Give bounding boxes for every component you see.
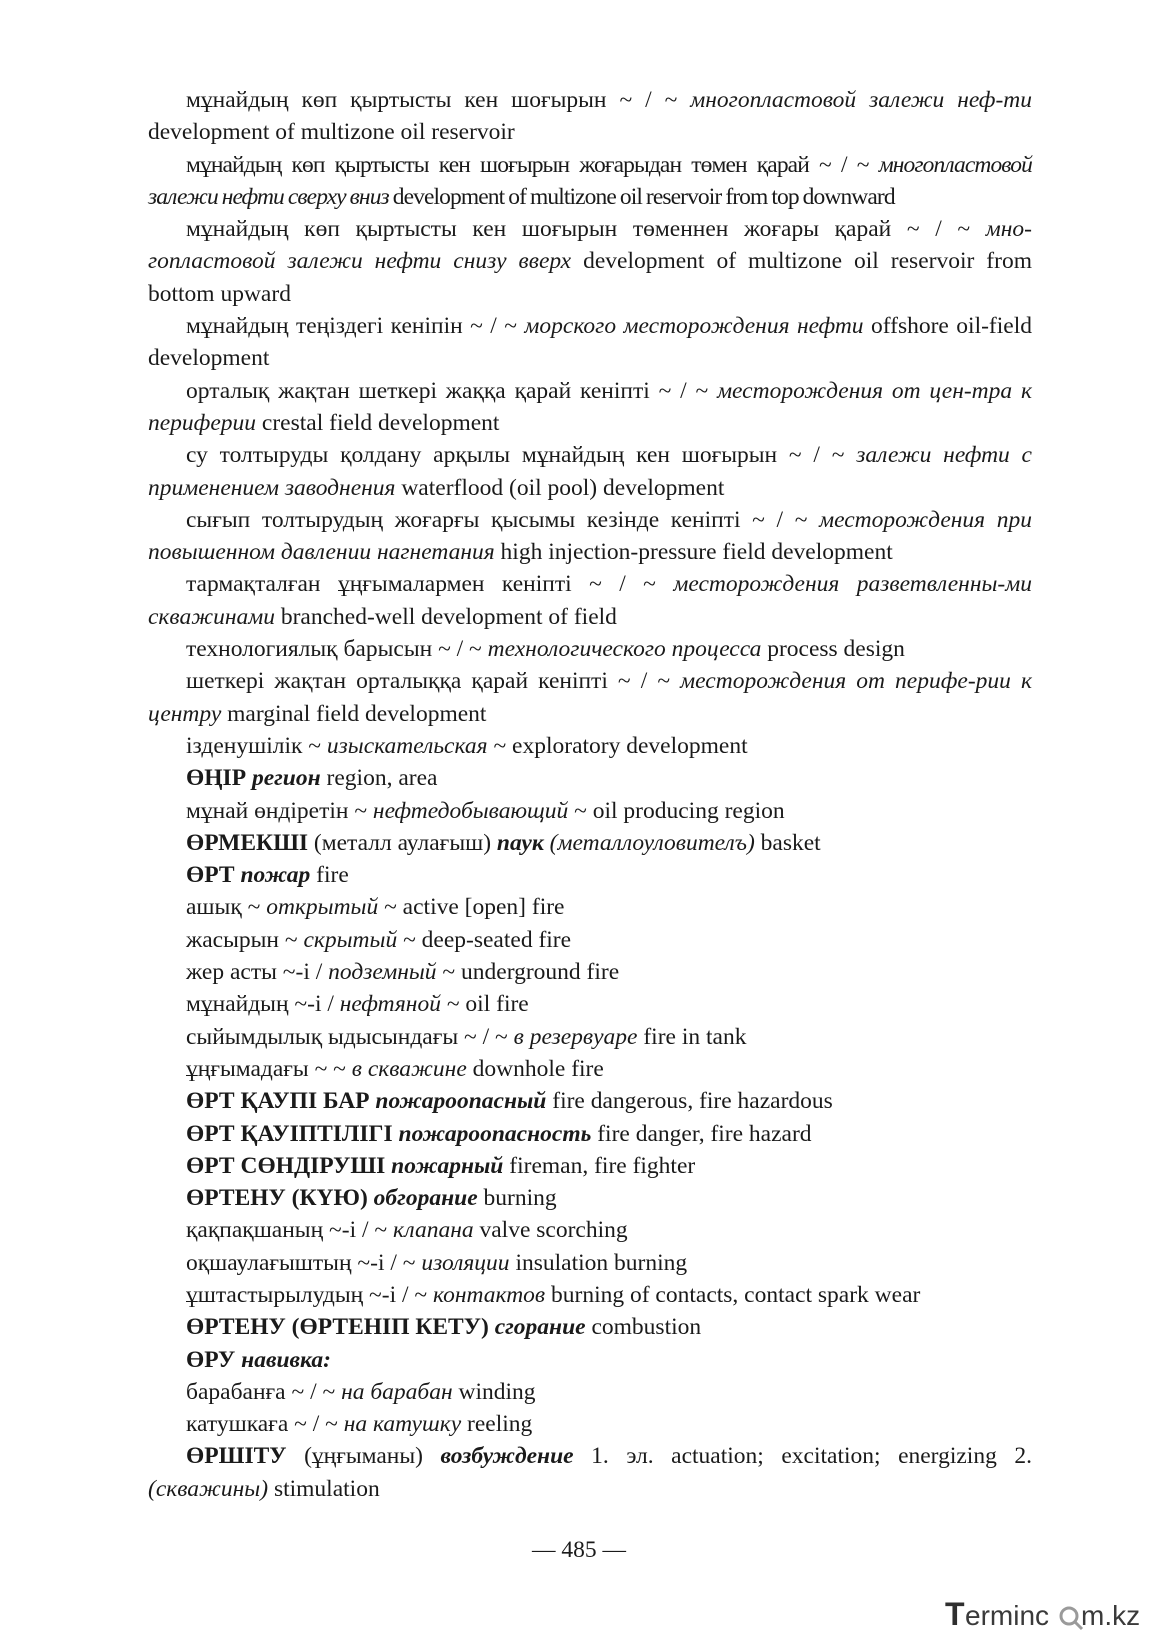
dictionary-entry bbox=[148, 988, 1032, 1020]
entry-russian-term: морского месторождения нефти bbox=[524, 313, 864, 340]
entry-text: fire bbox=[310, 862, 349, 889]
entry-text: region, area bbox=[320, 765, 438, 792]
entry-text: ұштастырылудың ~-і / ~ bbox=[186, 1281, 433, 1308]
dictionary-entry bbox=[148, 1408, 1032, 1440]
entry-text: тармақталған ұңғымалармен кеніпті ~ / ~ bbox=[186, 571, 674, 598]
entry-russian-term: мно-гопластовой залежи нефти снизу вверх bbox=[148, 216, 1032, 275]
dictionary-entry bbox=[148, 1279, 1032, 1311]
dictionary-entry bbox=[148, 1214, 1032, 1246]
entry-headword: ӨРТ bbox=[186, 862, 241, 889]
entry-russian-headword: пожароопасный bbox=[375, 1088, 547, 1115]
entry-text: offshore oil-field development bbox=[148, 313, 1033, 372]
entry-russian-term: месторождения при повышенном давлении нагнетания bbox=[148, 506, 1032, 566]
entry-russian-term: месторождения от цен-тра к периферии bbox=[148, 377, 1032, 436]
entry-text: fireman, fire fighter bbox=[503, 1152, 696, 1179]
entry-text: ~ underground fire bbox=[436, 959, 620, 986]
dictionary-entry bbox=[148, 859, 1032, 891]
entry-russian-term: контактов bbox=[433, 1281, 546, 1308]
entry-russian-headword: пожар bbox=[240, 862, 311, 889]
dictionary-entry bbox=[148, 827, 1032, 859]
entry-russian-term: изыскательская bbox=[326, 732, 488, 759]
dictionary-entry bbox=[148, 730, 1032, 762]
entry-russian-headword: обгорание bbox=[373, 1185, 478, 1212]
entry-headword: ӨҢІР bbox=[186, 765, 252, 792]
dictionary-entry bbox=[148, 84, 1032, 149]
entry-text: stimulation bbox=[268, 1475, 380, 1502]
dictionary-entry bbox=[148, 1247, 1032, 1279]
entry-text: process design bbox=[761, 636, 905, 663]
entry-text: (металл аулағыш) bbox=[308, 829, 497, 856]
entry-headword: ӨРТ ҚАУПІ БАР bbox=[186, 1088, 376, 1115]
dictionary-entry bbox=[148, 795, 1032, 827]
entry-text: marginal field development bbox=[221, 700, 487, 727]
entry-headword: ӨРТЕНУ (КҮЮ) bbox=[186, 1185, 374, 1212]
entry-text: катушкаға ~ / ~ bbox=[186, 1411, 344, 1438]
entry-text: valve scorching bbox=[473, 1217, 628, 1244]
dictionary-entry bbox=[148, 504, 1032, 569]
entry-text: burning bbox=[477, 1185, 557, 1212]
dictionary-entry bbox=[148, 1118, 1032, 1150]
dictionary-entry bbox=[148, 568, 1032, 633]
entry-text: қақпақшаның ~-і / ~ bbox=[186, 1217, 393, 1244]
svg-text:erminc: erminc bbox=[965, 1600, 1050, 1631]
dictionary-entry bbox=[148, 149, 1032, 214]
entry-text: сығып толтырудың жоғарғы қысымы кезінде кеніпті ~ / ~ bbox=[186, 506, 820, 533]
entry-text: high injection-pressure field development bbox=[494, 539, 893, 566]
entry-text: су толтыруды қолдану арқылы мұнайдың кен шоғырын ~ / ~ bbox=[186, 442, 857, 469]
entry-headword: ӨРШІТУ bbox=[186, 1443, 287, 1470]
entry-text: мұнайдың көп қыртысты кен шоғырын жоғарыдан төмен қарай ~ / ~ bbox=[186, 151, 879, 178]
entry-russian-term: в скважине bbox=[351, 1055, 467, 1082]
entry-text: crestal field development bbox=[256, 409, 500, 436]
entry-russian-headword: регион bbox=[251, 765, 321, 792]
entry-text: мұнайдың ~-і / bbox=[186, 991, 340, 1018]
dictionary-entry bbox=[148, 633, 1032, 665]
entry-text: мұнайдың теңіздегі кеніпін ~ / ~ bbox=[186, 313, 525, 340]
entry-text: winding bbox=[452, 1378, 536, 1405]
termincom-logo[interactable] bbox=[945, 1598, 1155, 1630]
entry-headword: ӨРТЕНУ (ӨРТЕНІП КЕТУ) bbox=[186, 1314, 495, 1341]
entry-text: технологиялық барысын ~ / ~ bbox=[186, 636, 488, 663]
entry-russian-term: клапана bbox=[392, 1217, 474, 1244]
dictionary-entry bbox=[148, 439, 1032, 504]
dictionary-entry bbox=[148, 762, 1032, 794]
dictionary-entry bbox=[148, 956, 1032, 988]
entry-russian-term: (скважины) bbox=[148, 1475, 269, 1502]
svg-text:T: T bbox=[945, 1598, 965, 1632]
dictionary-entry bbox=[148, 891, 1032, 923]
entry-text: basket bbox=[754, 829, 821, 856]
entry-text: жер асты ~-і / bbox=[186, 959, 329, 986]
entry-text: waterflood (oil pool) development bbox=[395, 474, 725, 501]
entry-text: 1. эл. actuation; excitation; energizing 2. bbox=[573, 1443, 1032, 1470]
entry-text: development of multizone oil reservoir bbox=[148, 119, 515, 146]
entry-text: шеткері жақтан орталыққа қарай кеніпті ~ / ~ bbox=[186, 668, 681, 695]
entry-text: burning of contacts, contact spark wear bbox=[545, 1281, 921, 1308]
entry-russian-term: месторождения разветвленны-ми скважинами bbox=[148, 571, 1032, 630]
entry-text: оқшаулағыштың ~-і / ~ bbox=[186, 1249, 422, 1276]
entry-text: ~ exploratory development bbox=[487, 732, 748, 759]
entry-russian-headword: навивка: bbox=[241, 1346, 331, 1373]
entry-text: орталық жақтан шеткері жаққа қарай кеніпті ~ / ~ bbox=[186, 377, 718, 404]
entry-russian-term: залежи нефти с применением заводнения bbox=[148, 442, 1032, 501]
entry-russian-headword: возбуждение bbox=[440, 1443, 574, 1470]
dictionary-entry bbox=[148, 1021, 1032, 1053]
dictionary-entry bbox=[148, 1376, 1032, 1408]
entry-russian-term: подземный bbox=[328, 959, 437, 986]
entry-headword: ӨРТ СӨНДІРУШІ bbox=[186, 1152, 392, 1179]
entry-russian-term: технологического процесса bbox=[487, 636, 762, 663]
entry-text: fire dangerous, fire hazardous bbox=[546, 1088, 833, 1115]
entry-text: барабанға ~ / ~ bbox=[186, 1378, 342, 1405]
entry-text: ізденушілік ~ bbox=[186, 732, 327, 759]
entry-headword: ӨРУ bbox=[186, 1346, 242, 1373]
entry-list bbox=[148, 84, 1032, 1505]
entry-text: мұнайдың көп қыртысты кен шоғырын ~ / ~ bbox=[186, 87, 691, 113]
entry-russian-term: в резервуаре bbox=[513, 1023, 638, 1050]
entry-russian-term: многопластовой залежи нефти сверху вниз bbox=[148, 151, 1032, 210]
dictionary-entry bbox=[148, 924, 1032, 956]
termincom-logo-mark bbox=[945, 1598, 1155, 1632]
entry-text: development of multizone oil reservoir from top downward bbox=[388, 183, 895, 210]
dictionary-entry bbox=[148, 310, 1032, 375]
entry-russian-term: многопластовой залежи неф-ти bbox=[690, 87, 1032, 113]
entry-text: ашық ~ bbox=[186, 894, 267, 921]
dictionary-entry bbox=[148, 375, 1032, 440]
entry-text: insulation burning bbox=[509, 1249, 688, 1276]
entry-text: branched-well development of field bbox=[274, 603, 617, 630]
entry-text: ~ oil producing region bbox=[568, 797, 785, 824]
entry-text: combustion bbox=[585, 1314, 702, 1341]
dictionary-entry bbox=[148, 1344, 1032, 1376]
dictionary-entry bbox=[148, 665, 1032, 730]
entry-text: downhole fire bbox=[466, 1055, 604, 1082]
entry-text: fire in tank bbox=[637, 1023, 747, 1050]
dictionary-page bbox=[148, 84, 1032, 1505]
entry-russian-headword: паук bbox=[496, 829, 544, 856]
entry-russian-term: открытый bbox=[266, 894, 379, 921]
entry-text: ~ active [open] fire bbox=[378, 894, 565, 921]
entry-russian-headword: пожароопасность bbox=[398, 1120, 592, 1147]
entry-text: (ұңғыманы) bbox=[286, 1443, 441, 1470]
entry-russian-term: скрытый bbox=[303, 926, 398, 953]
entry-text: ~ deep-seated fire bbox=[397, 926, 572, 953]
entry-text: fire danger, fire hazard bbox=[591, 1120, 812, 1147]
entry-text: development of multizone oil reservoir from bottom upward bbox=[148, 248, 1032, 307]
dictionary-entry bbox=[148, 1150, 1032, 1182]
dictionary-entry bbox=[148, 213, 1032, 310]
entry-russian-term: (металлоуловителъ) bbox=[549, 829, 755, 856]
dictionary-entry bbox=[148, 1182, 1032, 1214]
entry-russian-term: нефтедобывающий bbox=[372, 797, 569, 824]
entry-russian-term: изоляции bbox=[421, 1249, 510, 1276]
dictionary-entry bbox=[148, 1085, 1032, 1117]
entry-russian-headword: сгорание bbox=[494, 1314, 586, 1341]
dictionary-entry bbox=[148, 1311, 1032, 1343]
page-number: — 485 — bbox=[532, 1537, 626, 1563]
entry-text: ~ oil fire bbox=[440, 991, 529, 1018]
entry-headword: ӨРМЕКШІ bbox=[186, 829, 309, 856]
entry-russian-term: месторождения от перифе-рии к центру bbox=[148, 668, 1033, 727]
entry-text: ұңғымадағы ~ ~ bbox=[186, 1055, 352, 1082]
dictionary-entry bbox=[148, 1053, 1032, 1085]
entry-russian-term: на катушку bbox=[343, 1411, 462, 1438]
entry-headword: ӨРТ ҚАУІПТІЛІГІ bbox=[186, 1120, 399, 1147]
entry-russian-term: нефтяной bbox=[339, 991, 441, 1018]
entry-text: reeling bbox=[461, 1411, 533, 1438]
entry-russian-headword: пожарный bbox=[391, 1152, 504, 1179]
entry-text: мұнайдың көп қыртысты кен шоғырын төменнен жоғары қарай ~ / ~ bbox=[186, 216, 986, 243]
entry-text: сыйымдылық ыдысындағы ~ / ~ bbox=[186, 1023, 514, 1050]
entry-text: мұнай өндіретін ~ bbox=[186, 797, 373, 824]
entry-russian-term: на барабан bbox=[341, 1378, 453, 1405]
entry-text: жасырын ~ bbox=[186, 926, 304, 953]
dictionary-entry bbox=[148, 1440, 1032, 1505]
svg-text:m.kz: m.kz bbox=[1081, 1600, 1141, 1631]
